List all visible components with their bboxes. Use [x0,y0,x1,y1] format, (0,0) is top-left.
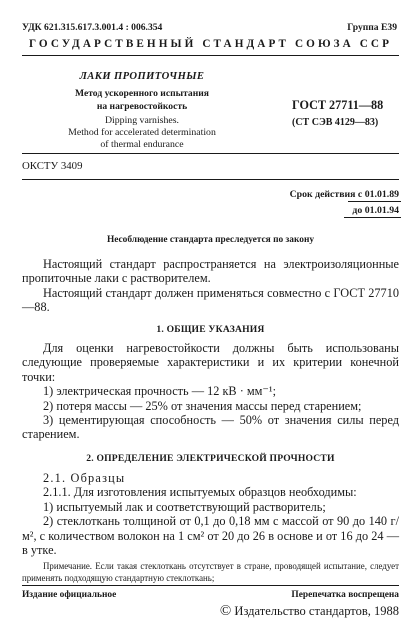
section-2-note: Примечание. Если такая стеклоткань отсутствует в стране, проводящей испытание, следует применять подходящую стандартную стеклоткань; [22,561,399,583]
validity-from: Срок действия с 01.01.89 [289,189,399,200]
title-en-3: of thermal endurance [100,139,184,150]
title-ru-main: ЛАКИ ПРОПИТОЧНЫЕ [79,71,205,82]
org-title: ГОСУДАРСТВЕННЫЙ СТАНДАРТ СОЮЗА ССР [28,38,393,50]
title-rule [22,153,399,154]
reprint-notice: Перепечатка воспрещена [291,590,399,600]
validity-to: до 01.01.94 [352,205,399,216]
intro-text [22,257,399,315]
section-1-item-1: 1) электрическая прочность — 12 кВ · мм⁻¹; [43,384,277,399]
title-ru-sub1: Метод ускоренного испытания [75,88,209,99]
section-1-heading: 1. ОБЩИЕ УКАЗАНИЯ [156,324,265,335]
section-1-intro: Для оценки нагревостойкости должны быть использованы следующие проверяемые характеристики и их критерии конечной точки: [22,341,399,384]
title-en-1: Dipping varnishes. [104,115,179,126]
section-2-1-1-text: 2.1.1. Для изготовления испытуемых образцов необходимы: [43,485,357,500]
section-1-body [22,341,399,442]
copyright-icon: © [219,603,232,619]
st-sev-number: (СТ СЭВ 4129—83) [292,117,379,128]
section-2-body [22,471,399,584]
validity-from-underline [348,201,401,202]
okstu-code: ОКСТУ 3409 [22,160,83,172]
title-en-2: Method for accelerated determination [68,127,216,138]
section-2-1-heading: 2.1. Образцы [43,471,126,485]
intro-paragraph-1: Настоящий стандарт распространяется на электроизоляционные пропиточные лаки с растворителем. [22,257,399,286]
section-1-item-2: 2) потеря массы — 25% от значения массы перед старением; [43,398,362,413]
gost-number: ГОСТ 27711—88 [292,98,384,112]
group-code: Группа Е39 [347,22,397,33]
footer-rule [22,585,399,586]
title-ru-sub2: на нагревостойкость [96,101,188,112]
section-2-heading: 2. ОПРЕДЕЛЕНИЕ ЭЛЕКТРИЧЕСКОЙ ПРОЧНОСТИ [86,453,335,464]
section-1-item-3: 3) цементирующая способность — 50% от значения силы перед старением. [22,413,399,442]
intro-paragraph-2: Настоящий стандарт должен применяться совместно с ГОСТ 27710—88. [22,285,399,315]
official-edition: Издание официальное [22,590,117,600]
section-2-item-1: 1) испытуемый лак и соответствующий растворитель; [43,499,326,514]
okstu-rule [22,179,399,180]
copyright-line [220,603,399,620]
legal-notice: Несоблюдение стандарта преследуется по закону [106,235,315,245]
udk-code: УДК 621.315.617.3.001.4 : 006.354 [22,22,163,33]
copyright-text: Издательство стандартов, 1988 [234,604,399,618]
validity-to-underline [344,217,401,218]
header-rule [22,55,399,56]
section-2-item-2: 2) стеклоткань толщиной от 0,1 до 0,18 мм с массой от 90 до 140 г/м², с количеством волокон на 1 см² от 20 до 26 в основе и от 16 до 24 — в утке. [22,514,399,558]
